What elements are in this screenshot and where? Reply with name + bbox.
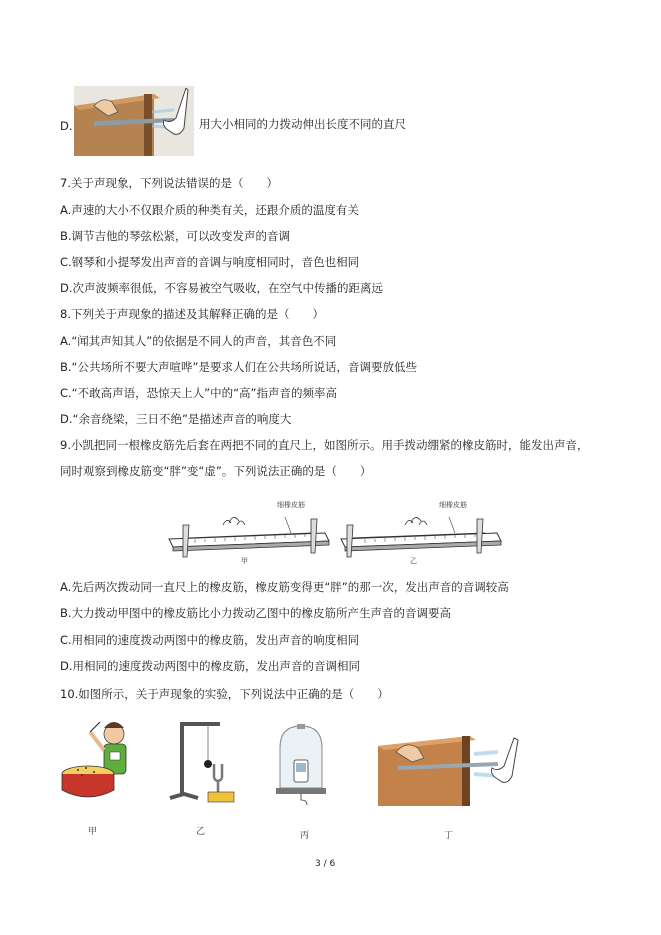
caption-jia: 甲 [241,557,248,565]
q10-stem: 10.如图所示，关于声现象的实验，下列说法中正确的是（ ） [60,687,389,701]
caption-fig-ding: 丁 [444,831,454,841]
drumstick [90,722,100,732]
ruler-table-svg [378,732,520,806]
q8-stem: 8.下列关于声现象的描述及其解释正确的是（ ） [60,307,324,321]
q7-stem: 7.关于声现象，下列说法错误的是（ ） [60,176,278,190]
q8-option-b: B.“公共场所不要大声喧哗”是要求人们在公共场所说话，音调要放低些 [60,360,417,374]
caption-yi: 乙 [410,557,417,565]
page-number: 3 / 6 [315,859,336,869]
q7-option-a: A.声速的大小不仅跟介质的种类有关，还跟介质的温度有关 [60,203,359,217]
q7-option-b: B.调节吉他的琴弦松紧，可以改变发声的音调 [60,229,291,243]
bell-jar-svg [272,722,330,806]
tuning-fork-figure [168,718,246,806]
q8-option-d: D.“余音绕梁，三日不绝”是描述声音的响度大 [60,412,292,426]
rubber-label-yi: 细橡皮筋 [439,501,467,509]
stand-pole [180,722,184,796]
drum-body [62,774,114,797]
rulers-svg [165,495,505,570]
finger-shape [164,88,189,134]
drum-svg [60,712,140,804]
ruler-yi [341,517,501,557]
resonance-box [208,792,234,802]
q9-option-d: D.用相同的速度拨动两图中的橡皮筋，发出声音的音调相同 [60,659,361,673]
finger-svg [158,88,192,156]
q8-option-c: C.“不敢高声语，恐惊天上人”中的“高”指声音的频率高 [60,386,338,400]
q9-option-a: A.先后两次拨动同一直尺上的橡皮筋，橡皮筋变得更“胖”的那一次，发出声音的音调较高 [60,580,509,594]
caption-fig-bing: 丙 [300,831,310,841]
q7-option-c: C.钢琴和小提琴发出声音的音调与响度相同时，音色也相同 [60,255,360,269]
q9-option-c: C.用相同的速度拨动两图中的橡皮筋，发出声音的响度相同 [60,633,360,647]
q6-option-d-text: 用大小相同的力拨动伸出长度不同的直尺 [199,117,406,131]
ruler-table-figure [378,732,520,806]
q9-stem-line1: 9.小凯把同一根橡皮筋先后套在两把不同的直尺上，如图所示。用手拨动绷紧的橡皮筋时，能发出声音， [60,438,589,452]
finger-pluck-figure [158,88,192,156]
caption-fig-yi: 乙 [196,827,206,837]
pendulum-ball [204,760,212,768]
rubber-band-rulers-figure [165,495,505,570]
drum-figure [60,712,140,804]
q8-option-a: A.“闻其声知其人”的依据是不同人的声音，其音色不同 [60,334,337,348]
ruler-jia [169,517,329,557]
tuning-fork-svg [168,718,246,806]
rubber-label-jia: 细橡皮筋 [277,501,305,509]
caption-fig-jia: 甲 [88,827,98,837]
q9-option-b: B.大力拨动甲图中的橡皮筋比小力拨动乙图中的橡皮筋所产生声音的音调要高 [60,606,452,620]
bell-jar-figure [272,722,330,806]
q9-stem-line2: 同时观察到橡皮筋变“胖”变“虚”。下列说法正确的是（ ） [60,464,372,478]
q7-option-d: D.次声波频率很低，不容易被空气吸收，在空气中传播的距离远 [60,281,384,295]
q6-option-d-label: D. [60,119,73,133]
tuning-fork [214,764,222,792]
